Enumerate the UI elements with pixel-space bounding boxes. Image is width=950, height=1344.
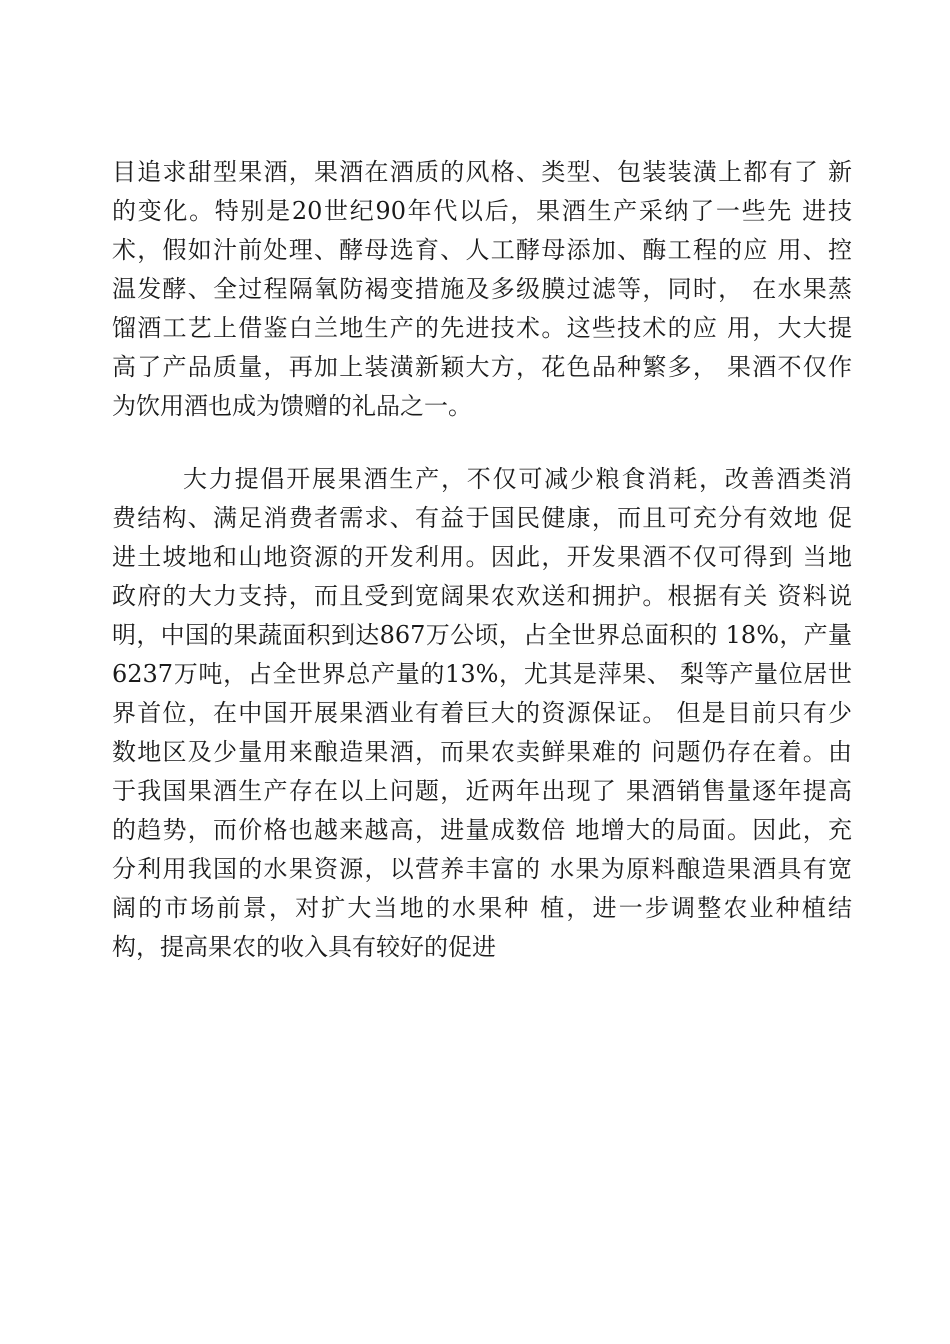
paragraph-1	[112, 153, 852, 426]
text-line: 进土坡地和山地资源的开发利用。因此，开发果酒不仅可得到 当地	[112, 543, 852, 571]
document-body	[112, 153, 852, 967]
text-line: 费结构、满足消费者需求、有益于国民健康，而且可充分有效地 促	[112, 504, 852, 532]
text-line: 术，假如汁前处理、酵母选育、人工酵母添加、酶工程的应 用、控	[112, 236, 852, 264]
text-line: 数地区及少量用来酿造果酒，而果农卖鲜果难的 问题仍存在着。由	[112, 738, 852, 766]
text-line: 明，中国的果蔬面积到达867万公顷，占全世界总面积的 18%，产量	[112, 621, 852, 649]
paragraph-2	[112, 460, 852, 967]
text-line: 大力提倡开展果酒生产，不仅可减少粮食消耗，改善酒类消	[183, 465, 852, 493]
text-line: 的变化。特别是20世纪90年代以后，果酒生产采纳了一些先 进技	[112, 197, 852, 225]
text-line: 6237万吨，占全世界总产量的13%，尤其是萍果、 梨等产量位居世	[112, 660, 852, 688]
paragraph-spacer	[112, 426, 852, 460]
text-line: 构，提高果农的收入具有较好的促进	[112, 933, 496, 961]
text-line: 的趋势，而价格也越来越高，进量成数倍 地增大的局面。因此，充	[112, 816, 852, 844]
text-line: 目追求甜型果酒，果酒在酒质的风格、类型、包装装潢上都有了 新	[112, 158, 852, 186]
text-line: 阔的市场前景，对扩大当地的水果种 植，进一步调整农业种植结	[112, 894, 852, 922]
text-line: 政府的大力支持，而且受到宽阔果农欢送和拥护。根据有关 资料说	[112, 582, 852, 610]
text-line: 界首位，在中国开展果酒业有着巨大的资源保证。 但是目前只有少	[112, 699, 852, 727]
text-line: 馏酒工艺上借鉴白兰地生产的先进技术。这些技术的应 用，大大提	[112, 314, 852, 342]
text-line: 于我国果酒生产存在以上问题，近两年出现了 果酒销售量逐年提高	[112, 777, 852, 805]
text-line: 高了产品质量，再加上装潢新颖大方，花色品种繁多， 果酒不仅作	[112, 353, 852, 381]
text-line: 为饮用酒也成为馈赠的礼品之一。	[112, 392, 472, 420]
text-line: 温发酵、全过程隔氧防褐变措施及多级膜过滤等，同时， 在水果蒸	[112, 275, 852, 303]
text-line: 分利用我国的水果资源，以营养丰富的 水果为原料酿造果酒具有宽	[112, 855, 852, 883]
